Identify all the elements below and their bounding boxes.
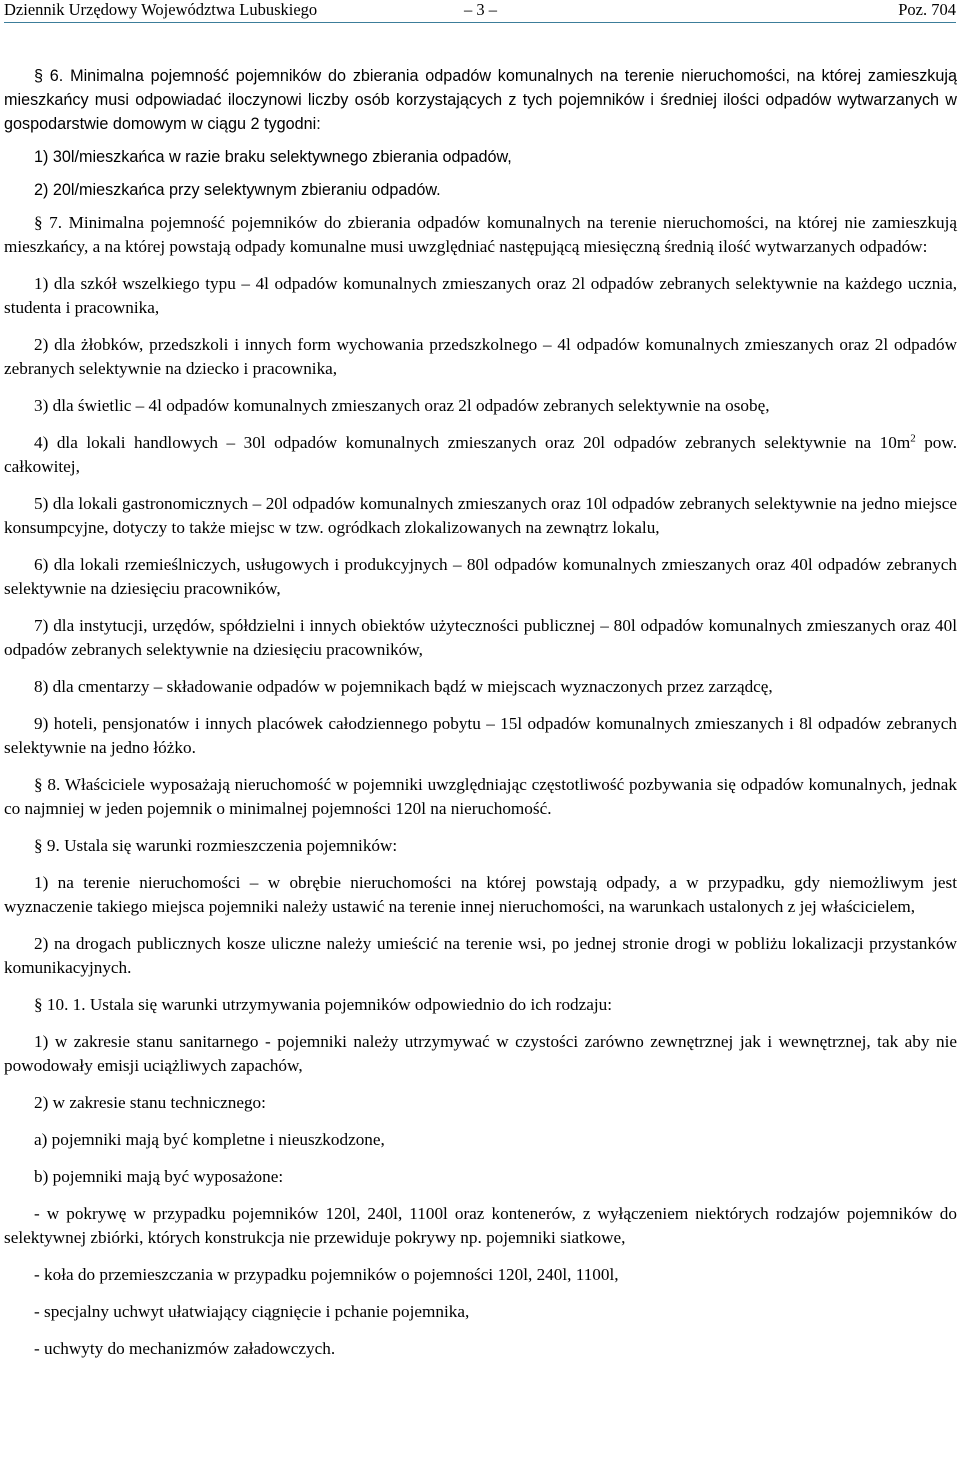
journal-title: Dziennik Urzędowy Województwa Lubuskiego xyxy=(4,0,318,19)
paragraph-9-item-1: 1) na terenie nieruchomości – w obrębie nieruchomości na której powstają odpady, a w przypadku, gdy niemożliwym jest wyznaczenie takiego miejsca pojemniki należy ustawić na terenie innej nieruchomości, na warunkach ustalonych z jej właścicielem, xyxy=(4,873,957,916)
item-4-text-end: pow. całkowitej, xyxy=(4,433,957,476)
page-number: – 3 – xyxy=(464,0,497,19)
paragraph-9-intro: § 9. Ustala się warunki rozmieszczenia pojemników: xyxy=(34,836,398,855)
list-item-wheels: - koła do przemieszczania w przypadku pojemników o pojemności 120l, 240l, 1100l, xyxy=(34,1265,619,1284)
paragraph-10-item-a: a) pojemniki mają być kompletne i nieuszkodzone, xyxy=(34,1130,385,1149)
paragraph-7-item-5: 5) dla lokali gastronomicznych – 20l odpadów komunalnych zmieszanych oraz 10l odpadów zebranych selektywnie na jedno miejsce konsumpcyjne, dotyczy to także miejsc w tzw. ogródkach zlokalizowanych na zewnątrz lokalu, xyxy=(4,494,957,537)
paragraph-10-item-1: 1) w zakresie stanu sanitarnego - pojemniki należy utrzymywać w czystości zarówno zewnętrznej jak i wewnętrznej, tak aby nie powodowały emisji uciążliwych zapachów, xyxy=(4,1032,957,1075)
superscript: 2 xyxy=(910,432,916,445)
paragraph-7-item-7: 7) dla instytucji, urzędów, spółdzielni i innych obiektów użyteczności publicznej – 80l odpadów komunalnych zmieszanych oraz 40l odpadów zebranych selektywnie na dziesięciu pracowników, xyxy=(4,616,957,659)
paragraph-7-item-1: 1) dla szkół wszelkiego typu – 4l odpadów komunalnych zmieszanych oraz 2l odpadów zebranych selektywnie na każdego ucznia, studenta i pracownika, xyxy=(4,274,957,317)
position-number: Poz. 704 xyxy=(898,0,956,19)
item-4-text: 4) dla lokali handlowych – 30l odpadów komunalnych zmieszanych oraz 20l odpadów zebranych selektywnie na 10m xyxy=(34,433,911,452)
list-item-mechanism-grips: - uchwyty do mechanizmów załadowczych. xyxy=(34,1339,336,1358)
paragraph-7-item-3: 3) dla świetlic – 4l odpadów komunalnych zmieszanych oraz 2l odpadów zebranych selektywnie na osobę, xyxy=(34,396,770,415)
paragraph-7-item-4 xyxy=(4,431,957,479)
paragraph-7-item-6: 6) dla lokali rzemieślniczych, usługowych i produkcyjnych – 80l odpadów komunalnych zmieszanych oraz 40l odpadów zebranych selektywnie na dziesięciu pracowników, xyxy=(4,555,957,598)
paragraph-6-item-1: 1) 30l/mieszkańca w razie braku selektywnego zbierania odpadów, xyxy=(34,148,512,166)
paragraph-7-intro: § 7. Minimalna pojemność pojemników do zbierania odpadów komunalnych na terenie nieruchomości, na której nie zamieszkują mieszkańcy, a na której powstają odpady komunalne musi uwzględniać następującą miesięczną średnią ilość wytwarzanych odpadów: xyxy=(4,213,957,256)
paragraph-6-intro: § 6. Minimalna pojemność pojemników do zbierania odpadów komunalnych na terenie nieruchomości, na której zamieszkują mieszkańcy musi odpowiadać iloczynowi liczby osób korzystających z tych pojemników i średniej ilości odpadów wytwarzanych w gospodarstwie domowym w ciągu 2 tygodni: xyxy=(4,67,957,133)
document-body xyxy=(4,64,957,1361)
list-item-handle: - specjalny uchwyt ułatwiający ciągnięcie i pchanie pojemnika, xyxy=(34,1302,470,1321)
paragraph-7-item-9: 9) hoteli, pensjonatów i innych placówek całodziennego pobytu – 15l odpadów komunalnych zmieszanych i 8l odpadów zebranych selektywnie na jedno łóżko. xyxy=(4,714,957,757)
paragraph-7-item-8: 8) dla cmentarzy – składowanie odpadów w pojemnikach bądź w miejscach wyznaczonych przez zarządcę, xyxy=(34,677,773,696)
paragraph-10-item-b: b) pojemniki mają być wyposażone: xyxy=(34,1167,284,1186)
list-item-lid: - w pokrywę w przypadku pojemników 120l, 240l, 1100l oraz kontenerów, z wyłączeniem niektórych rodzajów pojemników do selektywnej zbiórki, których konstrukcja nie przewiduje pokrywy np. pojemniki siatkowe, xyxy=(4,1204,957,1247)
paragraph-10-intro: § 10. 1. Ustala się warunki utrzymywania pojemników odpowiednio do ich rodzaju: xyxy=(34,995,613,1014)
paragraph-10-item-2: 2) w zakresie stanu technicznego: xyxy=(34,1093,266,1112)
page-header xyxy=(4,0,956,23)
paragraph-9-item-2: 2) na drogach publicznych kosze uliczne należy umieścić na terenie wsi, po jednej stronie drogi w pobliżu lokalizacji przystanków komunikacyjnych. xyxy=(4,934,957,977)
paragraph-6-item-2: 2) 20l/mieszkańca przy selektywnym zbieraniu odpadów. xyxy=(34,181,441,199)
paragraph-8: § 8. Właściciele wyposażają nieruchomość w pojemniki uwzględniając częstotliwość pozbywania się odpadów komunalnych, jednak co najmniej w jeden pojemnik o minimalnej pojemności 120l na nieruchomość. xyxy=(4,775,957,818)
paragraph-7-item-2: 2) dla żłobków, przedszkoli i innych form wychowania przedszkolnego – 4l odpadów komunalnych zmieszanych oraz 2l odpadów zebranych selektywnie na dziecko i pracownika, xyxy=(4,335,957,378)
